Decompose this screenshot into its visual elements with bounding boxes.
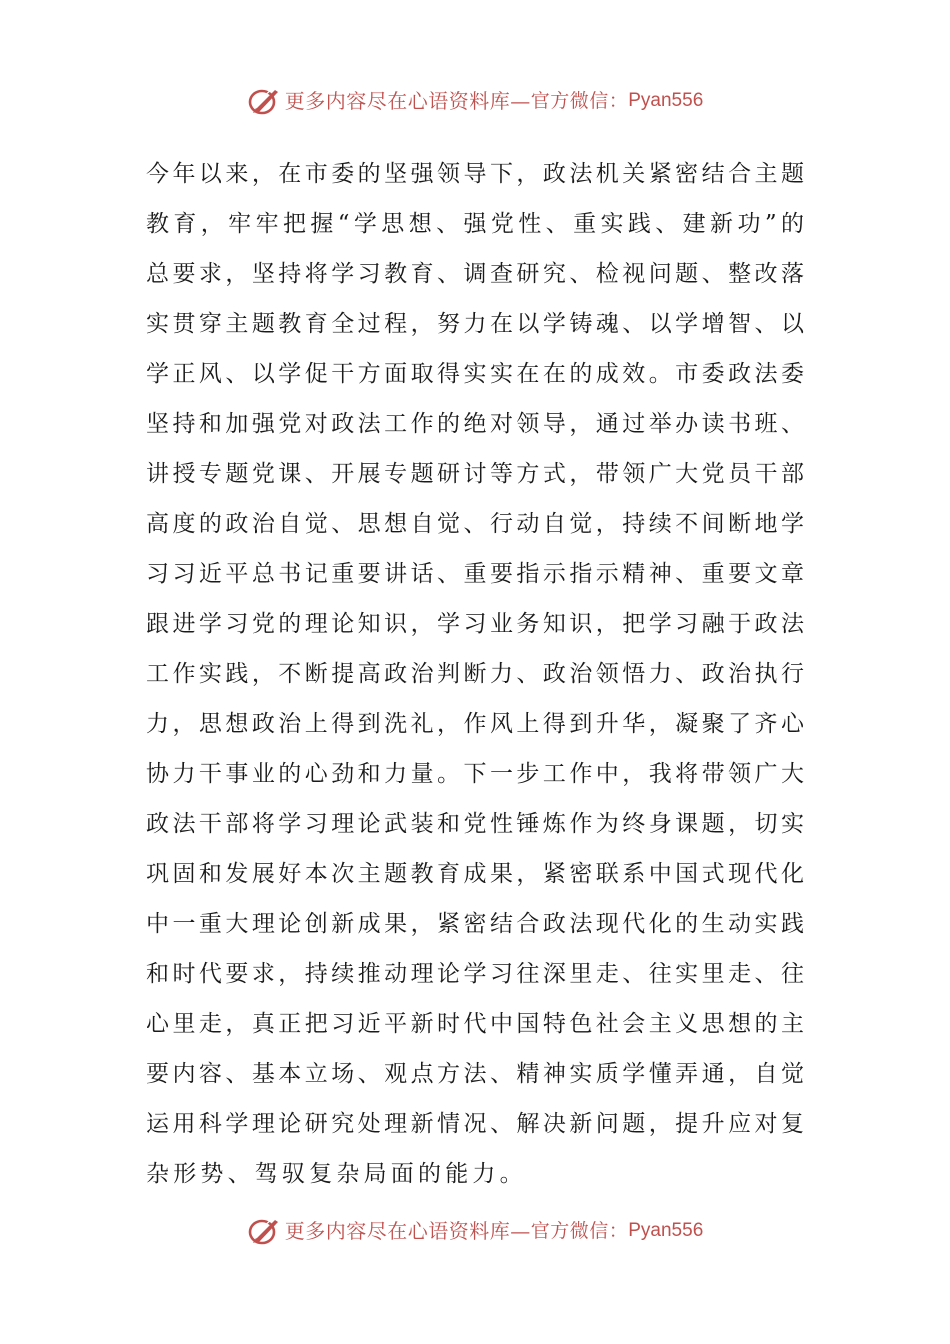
body-line: 高度的政治自觉、思想自觉、行动自觉，持续不间断地学 [146, 511, 804, 537]
body-line: 心里走，真正把习近平新时代中国特色社会主义思想的主 [146, 1011, 804, 1037]
body-line: 教育，牢牢把握“学思想、强党性、重实践、建新功”的 [146, 211, 804, 237]
header-banner [0, 86, 950, 116]
body-line: 今年以来，在市委的坚强领导下，政法机关紧密结合主题 [146, 161, 804, 187]
body-line: 讲授专题党课、开展专题研讨等方式，带领广大党员干部 [146, 461, 804, 487]
banner-wechat-label: 官方微信： [530, 1220, 629, 1242]
banner-wechat-label: 官方微信： [530, 90, 629, 112]
body-line: 工作实践，不断提高政治判断力、政治领悟力、政治执行 [146, 661, 804, 687]
quill-pen-logo-icon [247, 86, 281, 116]
body-line: 习习近平总书记重要讲话、重要指示指示精神、重要文章 [146, 561, 804, 587]
body-line: 巩固和发展好本次主题教育成果，紧密联系中国式现代化 [146, 861, 804, 887]
banner-separator: — [510, 1219, 531, 1243]
body-line: 运用科学理论研究处理新情况、解决新问题，提升应对复 [146, 1111, 804, 1137]
body-line: 要内容、基本立场、观点方法、精神实质学懂弄通，自觉 [146, 1061, 804, 1087]
footer-banner [0, 1216, 950, 1246]
body-line: 政法干部将学习理论武装和党性锤炼作为终身课题，切实 [146, 811, 804, 837]
body-line: 坚持和加强党对政法工作的绝对领导，通过举办读书班、 [146, 411, 804, 437]
quill-pen-logo-icon [247, 1216, 281, 1246]
body-line: 和时代要求，持续推动理论学习往深里走、往实里走、往 [146, 961, 804, 987]
banner-wechat-id: Pyan556 [628, 90, 704, 111]
body-line: 总要求，坚持将学习教育、调查研究、检视问题、整改落 [146, 261, 804, 287]
body-line: 学正风、以学促干方面取得实实在在的成效。市委政法委 [146, 361, 804, 387]
banner-wechat-id: Pyan556 [628, 1220, 704, 1241]
body-line: 跟进学习党的理论知识，学习业务知识，把学习融于政法 [146, 611, 804, 637]
banner-brand: 更多内容尽在心语资料库 [284, 89, 511, 113]
document-body [146, 149, 804, 1199]
body-line: 协力干事业的心劲和力量。下一步工作中，我将带领广大 [146, 761, 804, 787]
body-line-last: 杂形势、驾驭复杂局面的能力。 [146, 1161, 527, 1187]
banner-separator: — [510, 89, 531, 113]
banner-brand: 更多内容尽在心语资料库 [284, 1219, 511, 1243]
body-line: 中一重大理论创新成果，紧密结合政法现代化的生动实践 [146, 911, 804, 937]
body-line: 力，思想政治上得到洗礼，作风上得到升华，凝聚了齐心 [146, 711, 804, 737]
body-line: 实贯穿主题教育全过程，努力在以学铸魂、以学增智、以 [146, 311, 804, 337]
